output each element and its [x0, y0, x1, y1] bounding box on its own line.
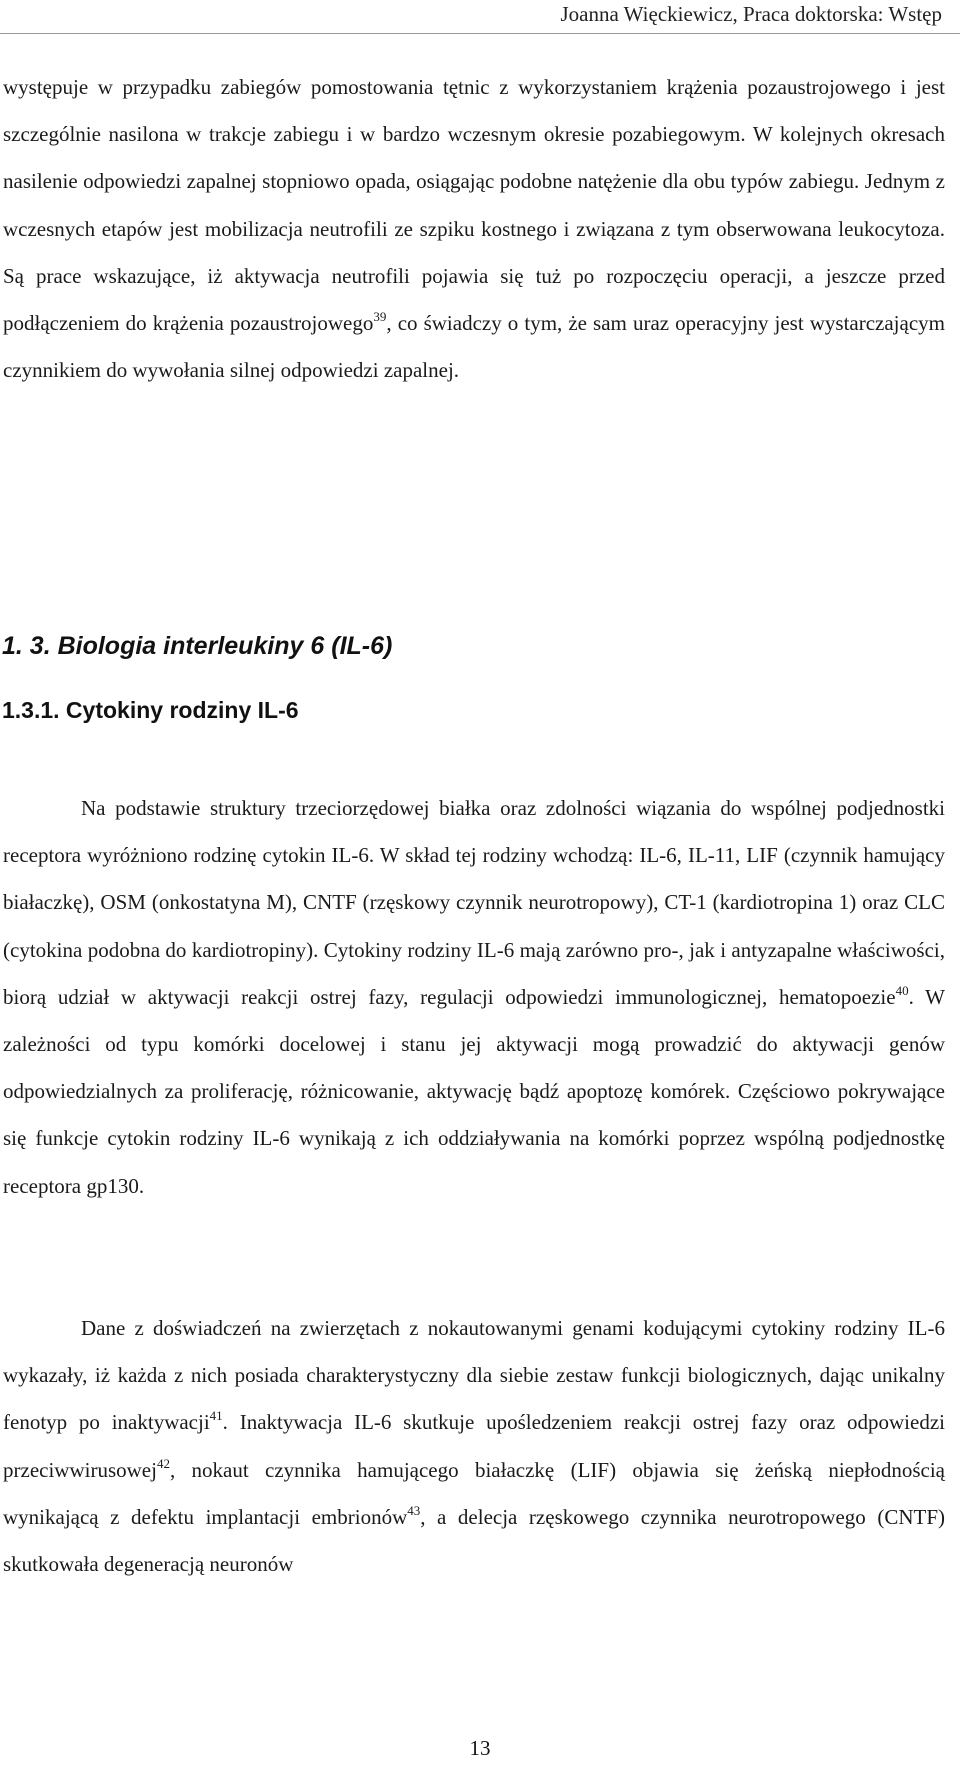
paragraph-3-text-c: , nokaut czynnika hamującego białaczkę (LIF) objawia się żeńską niepłodnością wynikającą z defektu implantacji embrionów [3, 1457, 945, 1529]
subsection-heading: 1.3.1. Cytokiny rodziny IL-6 [2, 697, 299, 723]
paragraph-2-text-b: . W zależności od typu komórki docelowej i stanu jej aktywacji mogą prowadzić do aktywacji genów odpowiedzialnych za proliferację, różnicowanie, aktywację bądź apoptozę komórek. Częściowo pokrywające się funkcje cytokin rodziny IL-6 wynikają z ich oddziaływania na komórki poprzez wspólną podjednostkę receptora gp130. [3, 984, 945, 1198]
running-header: Joanna Więckiewicz, Praca doktorska: Wstęp [560, 2, 942, 26]
paragraph-3-text-a: Dane z doświadczeń na zwierzętach z nokautowanymi genami kodującymi cytokiny rodziny IL-6 wykazały, iż każda z nich posiada charakterystyczny dla siebie zestaw funkcji biologicznych, dając unikalny fenotyp po inaktywacji [3, 1316, 945, 1435]
footnote-ref-43: 43 [407, 1502, 421, 1518]
footnote-ref-40: 40 [895, 982, 909, 998]
header-rule [0, 33, 960, 34]
paragraph-1 [3, 64, 945, 394]
footnote-ref-39: 39 [373, 309, 387, 325]
paragraph-2-text-a: Na podstawie struktury trzeciorzędowej białka oraz zdolności wiązania do wspólnej podjednostki receptora wyróżniono rodzinę cytokin IL-6. W skład tej rodziny wchodzą: IL-6, IL-11, LIF (czynnik hamujący białaczkę), OSM (onkostatyna M), CNTF (rzęskowy czynnik neurotropowy), CT-1 (kardiotropina 1) oraz CLC (cytokina podobna do kardiotropiny). Cytokiny rodziny IL-6 mają zarówno pro-, jak i antyzapalne właściwości, biorą udział w aktywacji reakcji ostrej fazy, regulacji odpowiedzi immunologicznej, hematopoezie [3, 796, 945, 1009]
page-number: 13 [469, 1736, 491, 1760]
paragraph-3 [3, 1305, 945, 1588]
footnote-ref-42: 42 [156, 1455, 170, 1471]
footnote-ref-41: 41 [209, 1408, 223, 1424]
paragraph-3-text-d: , a delecja rzęskowego czynnika neurotropowego (CNTF) skutkowała degeneracją neuronów [3, 1504, 945, 1577]
paragraph-3-text-b: . Inaktywacja IL-6 skutkuje upośledzeniem reakcji ostrej fazy oraz odpowiedzi przeciwwirusowej [3, 1410, 945, 1482]
paragraph-1-text-b: , co świadczy o tym, że sam uraz operacyjny jest wystarczającym czynnikiem do wywołania silnej odpowiedzi zapalnej. [3, 311, 945, 383]
paragraph-2 [3, 785, 945, 1210]
section-heading: 1. 3. Biologia interleukiny 6 (IL-6) [2, 632, 393, 660]
paragraph-1-text-a: występuje w przypadku zabiegów pomostowania tętnic z wykorzystaniem krążenia pozaustrojowego i jest szczególnie nasilona w trakcje zabiegu i w bardzo wczesnym okresie pozabiegowym. W kolejnych okresach nasilenie odpowiedzi zapalnej stopniowo opada, osiągając podobne natężenie dla obu typów zabiegu. Jednym z wczesnych etapów jest mobilizacja neutrofili ze szpiku kostnego i związana z tym obserwowana leukocytoza. Są prace wskazujące, iż aktywacja neutrofili pojawia się tuż po rozpoczęciu operacji, a jeszcze przed podłączeniem do krążenia pozaustrojowego [3, 75, 945, 336]
